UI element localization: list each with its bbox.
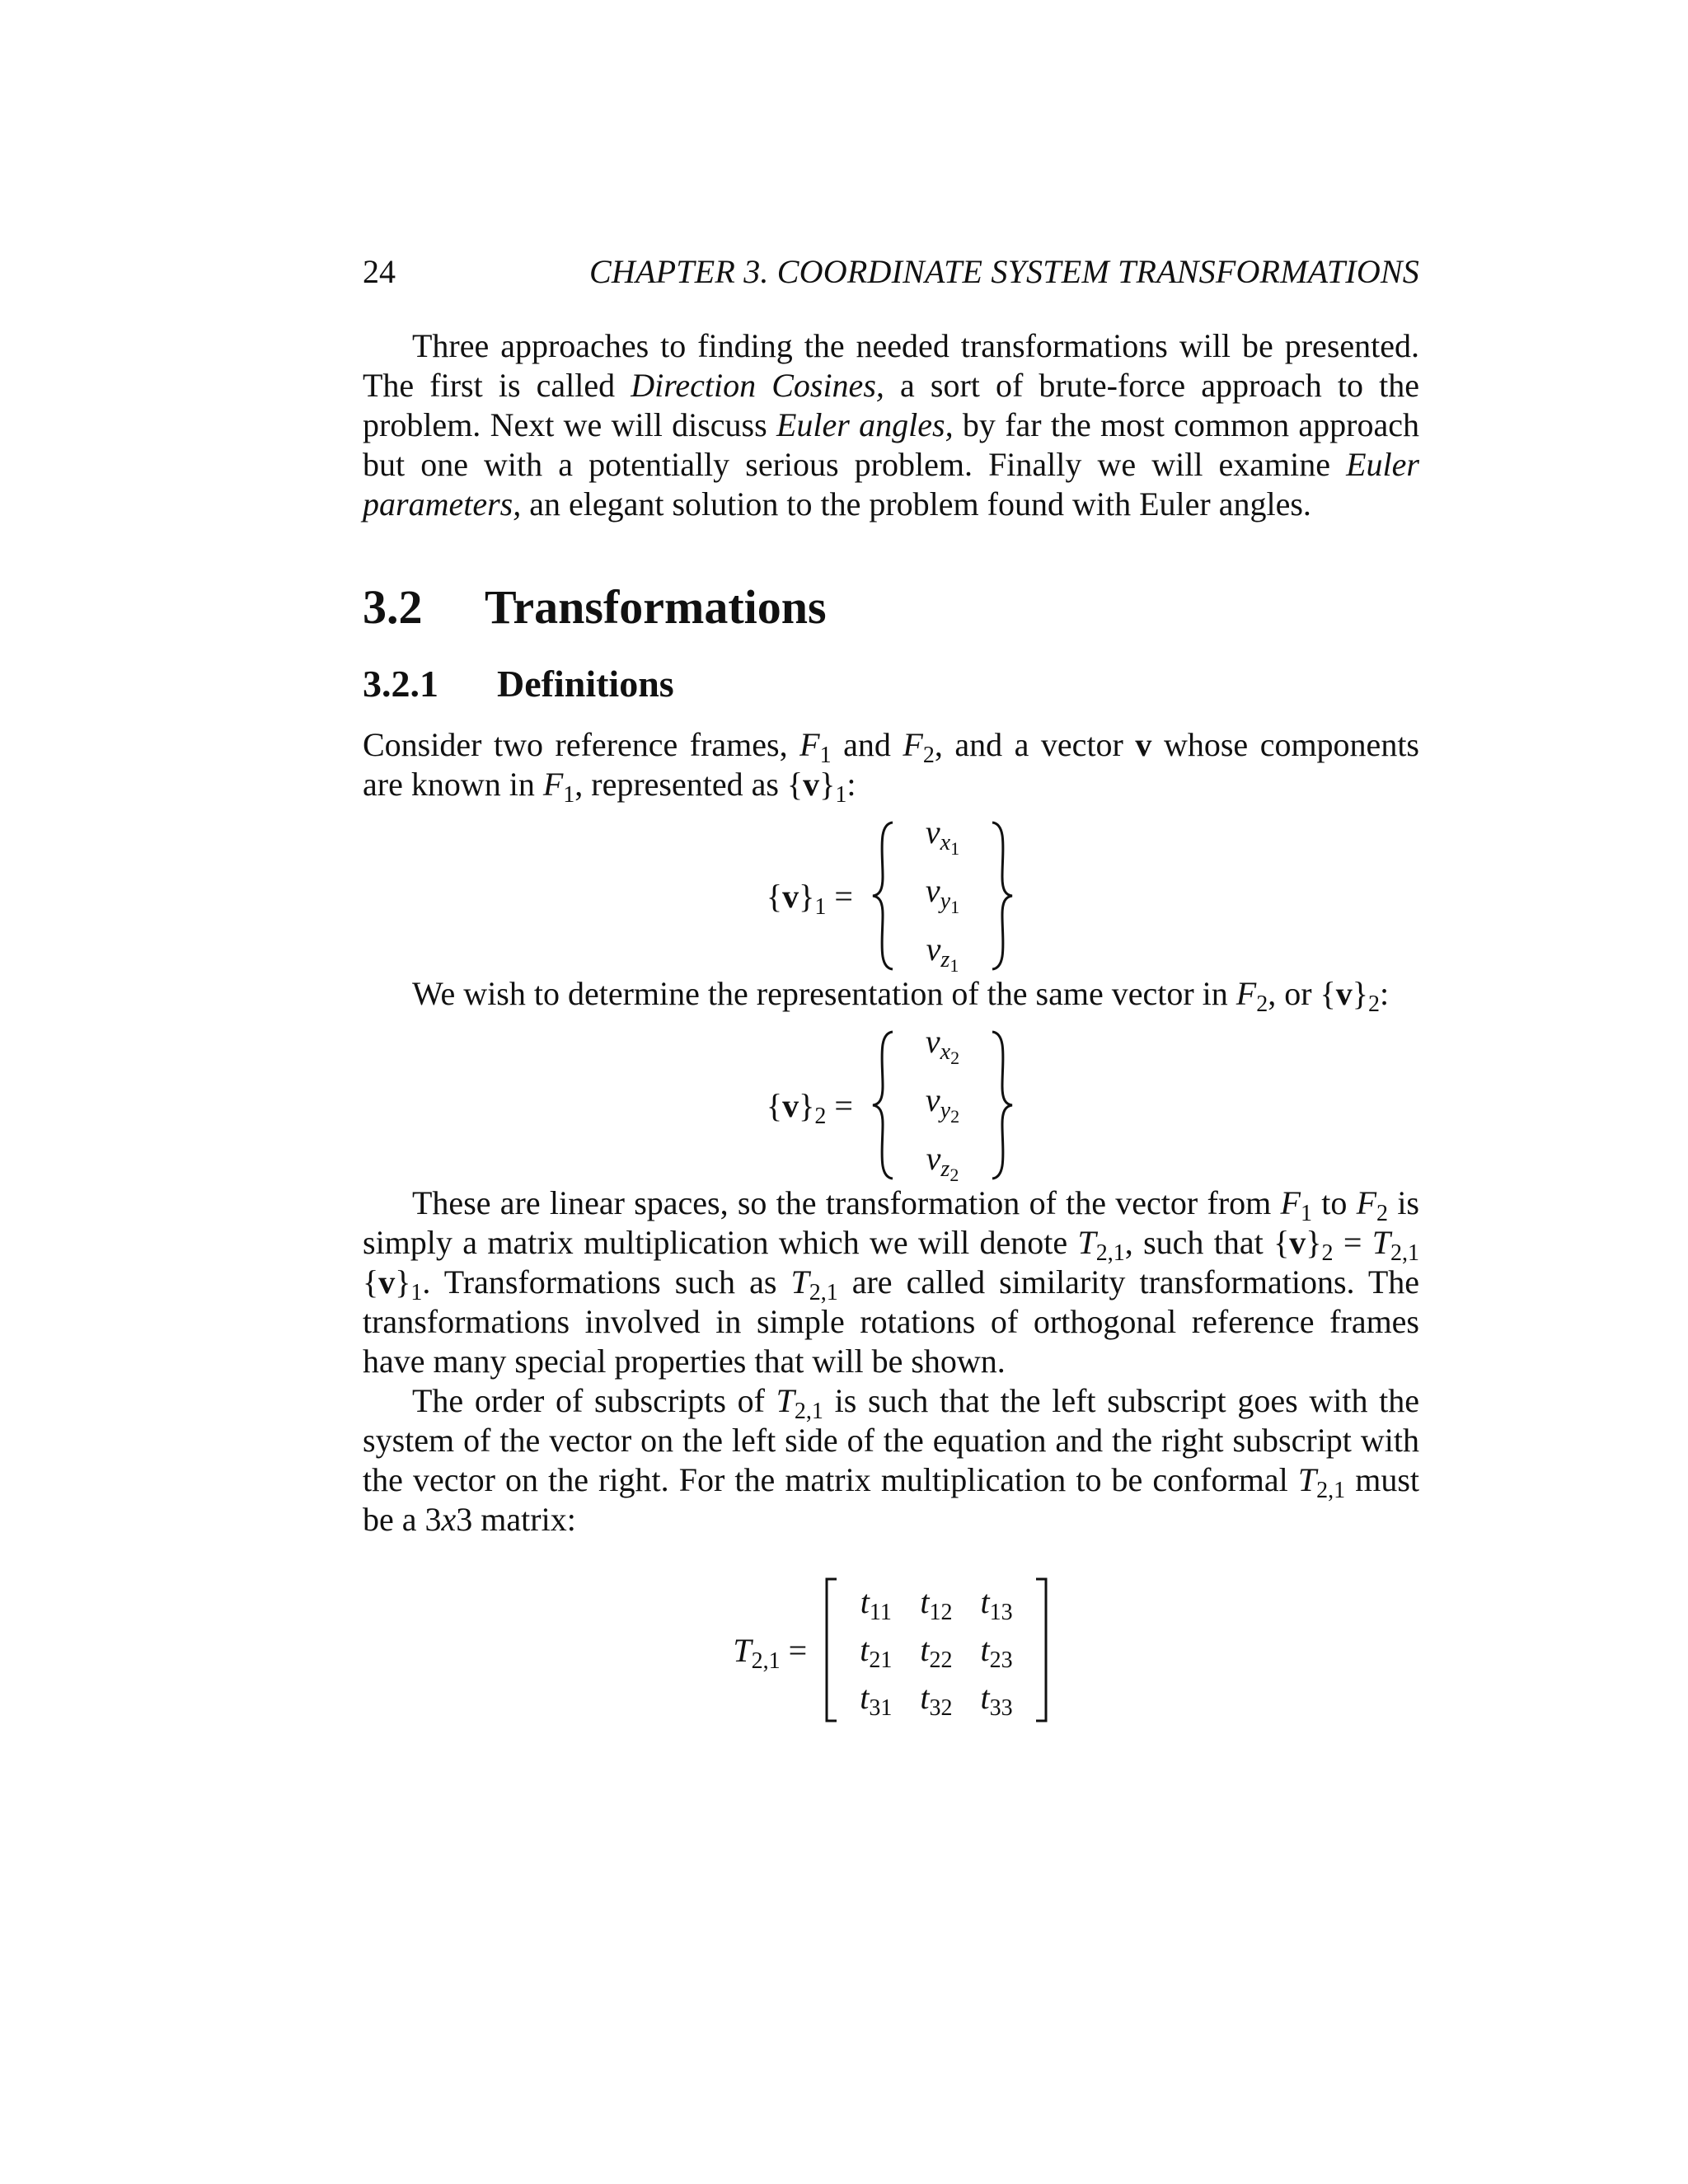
equation-v1 bbox=[363, 813, 1419, 976]
left-bracket-icon bbox=[823, 1577, 838, 1722]
equation-lhs: $T_{2,1}$ = bbox=[733, 1631, 808, 1674]
subsection-title: Definitions bbox=[497, 663, 674, 705]
emph-euler-parameters: Euler parameters, bbox=[363, 446, 1419, 523]
left-brace-icon bbox=[870, 1029, 898, 1182]
component-x1: $v_{x_1}$ bbox=[925, 813, 960, 859]
component-z1: $v_{z_1}$ bbox=[926, 930, 959, 976]
component-y2: $v_{y_2}$ bbox=[925, 1080, 960, 1127]
right-brace-icon bbox=[987, 1029, 1015, 1182]
matrix-entry: $t_{31}$ bbox=[860, 1679, 893, 1721]
left-brace-icon bbox=[870, 819, 898, 972]
page bbox=[363, 247, 1419, 1724]
vector-v1-components bbox=[898, 808, 987, 984]
linear-spaces-paragraph: These are linear spaces, so the transformation of the vector from $F_1$ to $F_2$ is simply a matrix multiplication which we will denote $T_{2,1}$, such that $\{v\}_2 = T_{2,1}$ $\{v\}_1$. Transformations such as $T_{2,1}$ are called similarity transformations. The transformations involved in simple rotations of orthogonal reference frames have many special properties that will be shown. bbox=[363, 1184, 1420, 1380]
matrix-entry: $t_{22}$ bbox=[920, 1631, 953, 1673]
equation-matrix-t21 bbox=[363, 1576, 1419, 1724]
emph-euler-angles: Euler angles, bbox=[776, 406, 954, 443]
emph-direction-cosines: Direction Cosines, bbox=[631, 367, 884, 404]
component-z2: $v_{z_2}$ bbox=[926, 1139, 959, 1185]
definitions-paragraph: Consider two reference frames, $F_1$ and $F_2$, and a vector v whose components are known in $F_1$, represented as $\{v\}_1$: bbox=[363, 726, 1419, 808]
section-heading bbox=[363, 579, 1419, 636]
matrix-entry: $t_{33}$ bbox=[980, 1679, 1013, 1721]
running-header bbox=[363, 247, 1419, 297]
equation-lhs: $\{v\}_2$ = bbox=[766, 1086, 853, 1129]
right-bracket-icon bbox=[1034, 1577, 1049, 1722]
subsection-heading bbox=[363, 661, 1419, 707]
right-brace-icon bbox=[987, 819, 1015, 972]
page-number: 24 bbox=[363, 253, 396, 290]
component-x2: $v_{x_2}$ bbox=[925, 1022, 960, 1068]
intro-paragraph: Three approaches to finding the needed transformations will be presented. The first is called Direction Cosines, a sort of brute-force approach to the problem. Next we will discuss Euler angles, by far the most common approach but one with a potentially serious problem. Finally we will examine Euler parameters, an elegant solution to the problem found with Euler angles. bbox=[363, 327, 1420, 523]
equation-lhs: $\{v\}_1$ = bbox=[766, 877, 853, 920]
matrix-entry: $t_{23}$ bbox=[980, 1631, 1013, 1673]
subscripts-paragraph: The order of subscripts of $T_{2,1}$ is such that the left subscript goes with the system of the vector on the left side of the equation and the right subscript with the vector on the right. For the matrix multiplication to be conformal $T_{2,1}$ must be a 3x3 matrix: bbox=[363, 1382, 1419, 1538]
section-title: Transformations bbox=[485, 580, 827, 634]
subsection-number: 3.2.1 bbox=[363, 663, 438, 705]
equation-v2 bbox=[363, 1022, 1419, 1185]
matrix-entries bbox=[838, 1578, 1034, 1722]
matrix-entry: $t_{12}$ bbox=[920, 1583, 953, 1625]
matrix-entry: $t_{32}$ bbox=[920, 1679, 953, 1721]
representation-paragraph: We wish to determine the representation of the same vector in $F_2$, or $\{v\}_2$: bbox=[412, 975, 1390, 1017]
matrix-entry: $t_{11}$ bbox=[860, 1583, 892, 1625]
matrix-entry: $t_{21}$ bbox=[860, 1631, 893, 1673]
component-y1: $v_{y_1}$ bbox=[925, 871, 960, 917]
matrix-entry: $t_{13}$ bbox=[980, 1583, 1013, 1625]
vector-v2-components bbox=[898, 1018, 987, 1193]
chapter-title: CHAPTER 3. COORDINATE SYSTEM TRANSFORMATIONS bbox=[589, 253, 1419, 290]
section-number: 3.2 bbox=[363, 580, 423, 634]
